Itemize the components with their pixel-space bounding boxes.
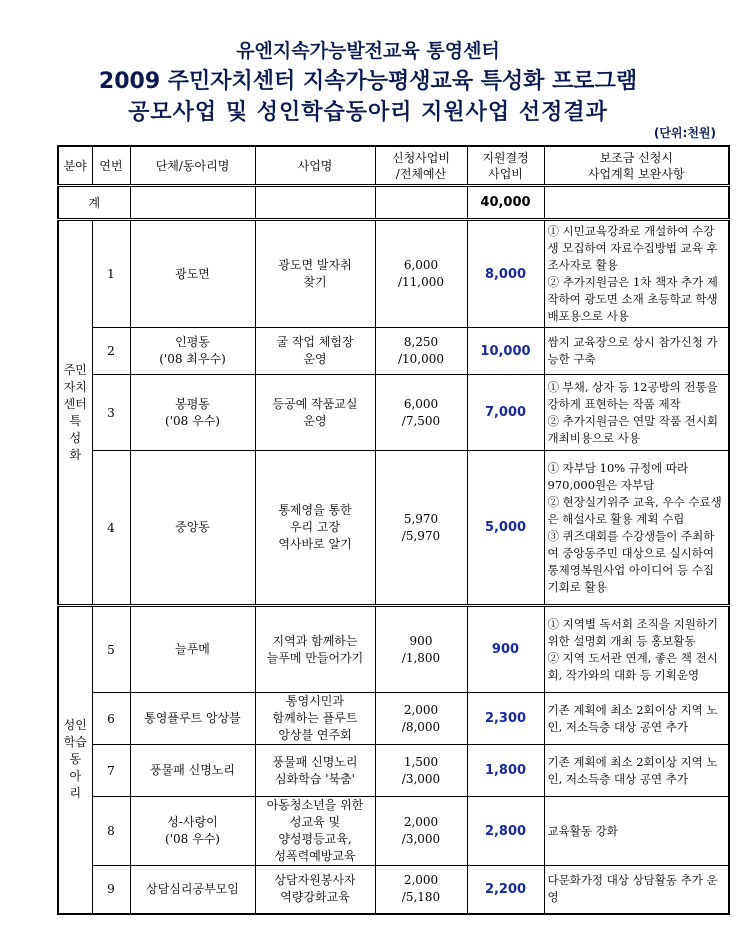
table-row [58,745,729,797]
row-number: 4 [92,451,130,606]
project-name: 풍물패 신명노리 심화학습 '북춤' [255,745,375,797]
table-row [58,606,729,693]
total-empty [255,186,375,220]
total-empty [544,186,729,220]
header-requested-line2: /전체예산 [395,166,447,181]
project-name: 통제영을 통한 우리 고장 역사바로 알기 [255,451,375,606]
project-name: 굴 작업 체험장 운영 [255,328,375,375]
approved-amount: 10,000 [467,328,544,375]
approved-amount: 1,800 [467,745,544,797]
requested-budget: 6,000 /11,000 [375,220,467,328]
group-name: 광도면 [130,220,255,328]
approved-amount: 7,000 [467,375,544,451]
document-title-line2: 공모사업 및 성인학습동아리 지원사업 선정결과 [128,100,608,125]
header-approved-line2: 사업비 [488,166,523,181]
table-row [58,375,729,451]
header-note [544,146,729,186]
header-category: 분야 [58,146,92,186]
requested-budget: 5,970 /5,970 [375,451,467,606]
total-row [58,186,729,220]
group-name: 성-사랑이 ('08 우수) [130,797,255,866]
project-name: 지역과 함께하는 늘푸메 만들어가기 [255,606,375,693]
table-row [58,220,729,328]
approved-amount: 2,200 [467,866,544,914]
document-title-line1: 2009 주민자치센터 지속가능평생교육 특성화 프로그램 [98,69,638,94]
row-number: 1 [92,220,130,328]
total-amount: 40,000 [467,186,544,220]
group-name: 통영플루트 앙상블 [130,693,255,745]
project-name: 아동청소년을 위한 성교육 및 양성평등교육, 성폭력예방교육 [255,797,375,866]
requested-budget: 1,500 /3,000 [375,745,467,797]
project-name: 통영시민과 함께하는 플루트 앙상블 연주회 [255,693,375,745]
category-cell: 주민 자치 센터 특 성 화 [58,220,92,606]
group-name: 중앙동 [130,451,255,606]
group-name: 봉평동 ('08 우수) [130,375,255,451]
unit-label: (단위:천원) [653,126,716,140]
table-row [58,328,729,375]
header-approved [467,146,544,186]
row-number: 2 [92,328,130,375]
group-name: 늘푸메 [130,606,255,693]
plan-note: 다문화가정 대상 상담활동 추가 운영 [544,866,729,914]
organization-title: 유엔지속가능발전교육 통영센터 [236,40,500,62]
requested-budget: 2,000 /5,180 [375,866,467,914]
table-row [58,693,729,745]
plan-note: ① 지역별 독서회 조직을 지원하기 위한 설명회 개최 등 홍보활동 ② 지역 도서관 연계, 좋은 책 전시회, 작가와의 대화 등 기획운영 [544,606,729,693]
plan-note: ① 자부담 10% 규정에 따라 970,000원은 자부담 ② 현장실기위주 교육, 우수 수료생은 해설사로 활용 계획 수립 ③ 퀴즈대회를 수강생들이 주최하여 중앙동주민 대상으로 실시하여 통제영복원사업 아이디어 등 수집 기회로 활용 [544,451,729,606]
project-name: 등공예 작품교실 운영 [255,375,375,451]
total-empty [375,186,467,220]
plan-note: ① 부채, 상자 등 12공방의 전통을 강하게 표현하는 작품 제작 ② 추가지원금은 연말 작품 전시회 개최비용으로 사용 [544,375,729,451]
header-note-line2: 사업계획 보완사항 [587,166,685,181]
approved-amount: 2,800 [467,797,544,866]
row-number: 6 [92,693,130,745]
header-approved-line1: 지원결정 [482,150,529,165]
header-no: 연번 [92,146,130,186]
table-row [58,797,729,866]
header-group: 단체/동아리명 [130,146,255,186]
header-note-line1: 보조금 신청시 [599,150,673,165]
requested-budget: 8,250 /10,000 [375,328,467,375]
category-cell: 성인 학습 동 아 리 [58,606,92,914]
row-number: 9 [92,866,130,914]
plan-note: 기존 계획에 최소 2회이상 지역 노인, 저소득층 대상 공연 추가 [544,745,729,797]
header-project: 사업명 [255,146,375,186]
row-number: 8 [92,797,130,866]
table-row [58,451,729,606]
plan-note: 기존 계획에 최소 2회이상 지역 노인, 저소득층 대상 공연 추가 [544,693,729,745]
requested-budget: 2,000 /3,000 [375,797,467,866]
total-label: 계 [58,186,130,220]
results-table [57,145,730,915]
table-row [58,866,729,914]
table-header-row [58,146,729,186]
project-name: 상담자원봉사자 역량강화교육 [255,866,375,914]
group-name: 풍물패 신명노리 [130,745,255,797]
header-requested-line1: 신청사업비 [392,150,450,165]
requested-budget: 6,000 /7,500 [375,375,467,451]
row-number: 3 [92,375,130,451]
approved-amount: 900 [467,606,544,693]
approved-amount: 5,000 [467,451,544,606]
project-name: 광도면 발자취 찾기 [255,220,375,328]
approved-amount: 8,000 [467,220,544,328]
row-number: 7 [92,745,130,797]
row-number: 5 [92,606,130,693]
requested-budget: 2,000 /8,000 [375,693,467,745]
requested-budget: 900 /1,800 [375,606,467,693]
plan-note: 쌈지 교육장으로 상시 참가신청 가능한 구축 [544,328,729,375]
approved-amount: 2,300 [467,693,544,745]
plan-note: ① 시민교육강좌로 개설하여 수강생 모집하여 자료수집방법 교육 후 조사자로 활용 ② 추가지원금은 1차 책자 추가 제작하여 광도면 소재 초등학교 학생 배포용으로 사용 [544,220,729,328]
total-empty [130,186,255,220]
group-name: 상담심리공부모임 [130,866,255,914]
plan-note: 교육활동 강화 [544,797,729,866]
header-requested [375,146,467,186]
group-name: 인평동 ('08 최우수) [130,328,255,375]
